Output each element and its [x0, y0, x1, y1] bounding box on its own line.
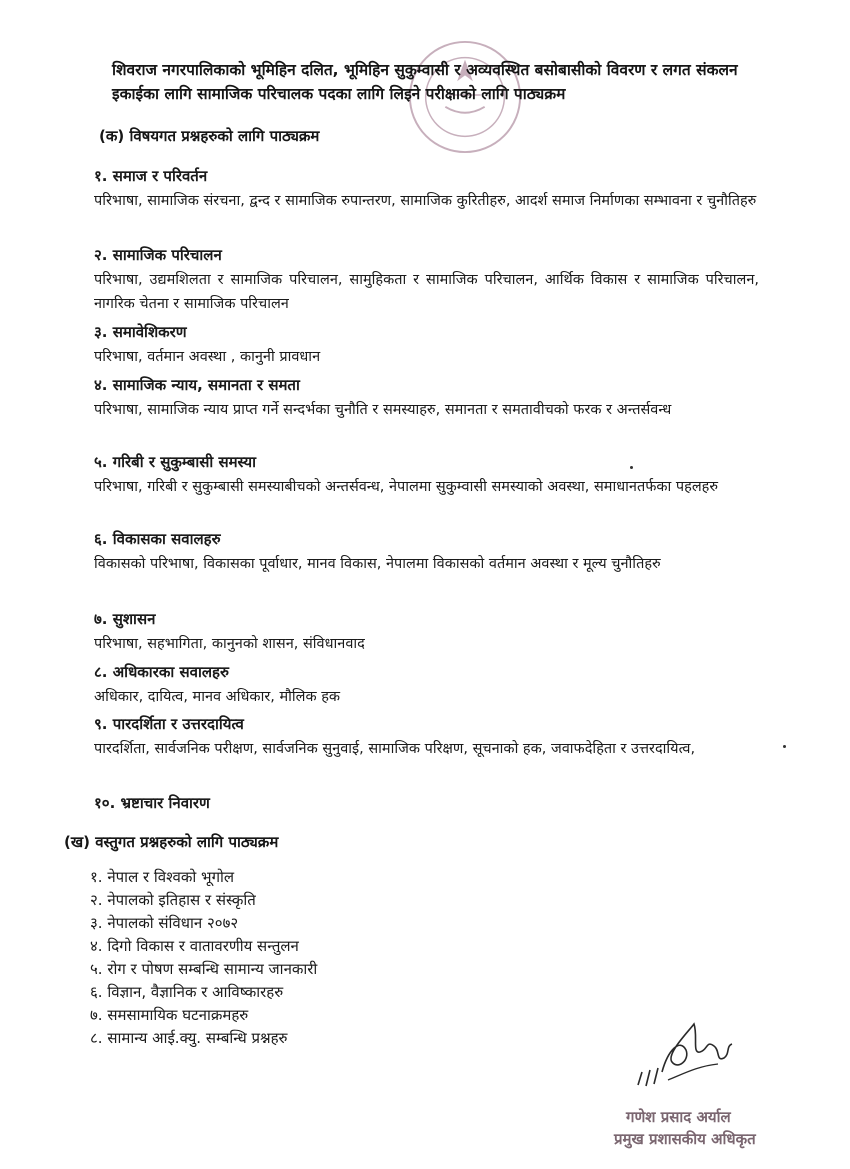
topic-body: परिभाषा, उद्यमशिलता र सामाजिक परिचालन, सामुहिकता र सामाजिक परिचालन, आर्थिक विकास र सामाजिक परिचालन, नागरिक चेतना र सामाजिक परिचालन [94, 272, 759, 312]
topic-5 [94, 451, 759, 499]
list-item: १. नेपाल र विश्वको भूगोल [90, 868, 235, 886]
scan-speck [630, 466, 633, 469]
topic-1 [94, 165, 759, 213]
list-item: ८. सामान्य आई.क्यु. सम्बन्धि प्रश्नहरु [90, 1029, 288, 1047]
topic-2 [94, 244, 759, 316]
topic-heading: ४. सामाजिक न्याय, समानता र समता [94, 376, 300, 394]
signatory-name: गणेश प्रसाद अर्याल [626, 1108, 731, 1126]
topic-heading: ५. गरिबी र सुकुम्बासी समस्या [94, 453, 256, 471]
topic-body: अधिकार, दायित्व, मानव अधिकार, मौलिक हक [94, 689, 341, 705]
topic-body: पारदर्शिता, सार्वजनिक परीक्षण, सार्वजनिक सुनुवाई, सामाजिक परिक्षण, सूचनाको हक, जवाफदेहिता र उत्तरदायित्व, [94, 741, 696, 757]
list-item: ५. रोग र पोषण सम्बन्धि सामान्य जानकारी [90, 960, 318, 978]
handwritten-signature [628, 1010, 738, 1095]
topic-heading: ६. विकासका सवालहरु [94, 530, 221, 548]
topic-9 [94, 713, 759, 761]
topic-10 [94, 792, 759, 816]
topic-4 [94, 374, 759, 422]
topic-3 [94, 321, 759, 369]
list-item: ३. नेपालको संविधान २०७२ [90, 914, 239, 932]
topic-heading: ७. सुशासन [94, 610, 156, 628]
topic-body: परिभाषा, वर्तमान अवस्था , कानुनी प्रावधान [94, 349, 321, 365]
topic-body: परिभाषा, सहभागिता, कानुनको शासन, संविधानवाद [94, 636, 365, 652]
topic-heading: ३. समावेशिकरण [94, 323, 187, 341]
document-title: शिवराज नगरपालिकाको भूमिहिन दलित, भूमिहिन सुकुम्वासी र अव्यवस्थित बसोबासीको विवरण र लगत संकलन इकाईका लागि सामाजिक परिचालक पदका लागि लिइने परीक्षाको लागि पाठ्यक्रम [112, 61, 738, 103]
signatory-title: प्रमुख प्रशासकीय अधिकृत [614, 1130, 756, 1148]
scan-speck [783, 745, 786, 748]
topic-7 [94, 608, 759, 656]
topic-body: परिभाषा, सामाजिक संरचना, द्वन्द र सामाजिक रुपान्तरण, सामाजिक कुरितीहरु, आदर्श समाज निर्माणका सम्भावना र चुनौतिहरु [94, 193, 757, 209]
topic-body: परिभाषा, सामाजिक न्याय प्राप्त गर्ने सन्दर्भका चुनौति र समस्याहरु, समानता र समतावीचको फरक र अन्तर्सवन्ध [94, 402, 672, 418]
topic-heading: ८. अधिकारका सवालहरु [94, 663, 229, 681]
topic-heading: ९. पारदर्शिता र उत्तरदायित्व [94, 715, 244, 733]
topic-heading: १०. भ्रष्टाचार निवारण [94, 794, 210, 812]
list-item: ६. विज्ञान, वैज्ञानिक र आविष्कारहरु [90, 983, 284, 1001]
topic-heading: १. समाज र परिवर्तन [94, 167, 208, 185]
topic-body: परिभाषा, गरिबी र सुकुम्बासी समस्याबीचको अन्तर्सवन्ध, नेपालमा सुकुम्वासी समस्याको अवस्था, समाधानतर्फका पहलहरु [94, 479, 719, 495]
topic-8 [94, 661, 759, 709]
signatory-block [614, 1106, 756, 1150]
topic-6 [94, 528, 759, 576]
list-item: ४. दिगो विकास र वातावरणीय सन्तुलन [90, 937, 299, 955]
list-item: ७. समसामायिक घटनाक्रमहरु [90, 1006, 249, 1024]
objective-list [90, 866, 510, 1050]
topic-body: विकासको परिभाषा, विकासका पूर्वाधार, मानव विकास, नेपालमा विकासको वर्तमान अवस्था र मूल्य चुनौतिहरु [94, 556, 661, 572]
section-heading-ka: (क) विषयगत प्रश्नहरुको लागि पाठ्यक्रम [99, 127, 320, 145]
list-item: २. नेपालको इतिहास र संस्कृति [90, 891, 256, 909]
topic-heading: २. सामाजिक परिचालन [94, 246, 222, 264]
section-heading-kha: (ख) वस्तुगत प्रश्नहरुको लागि पाठ्यक्रम [64, 833, 279, 851]
